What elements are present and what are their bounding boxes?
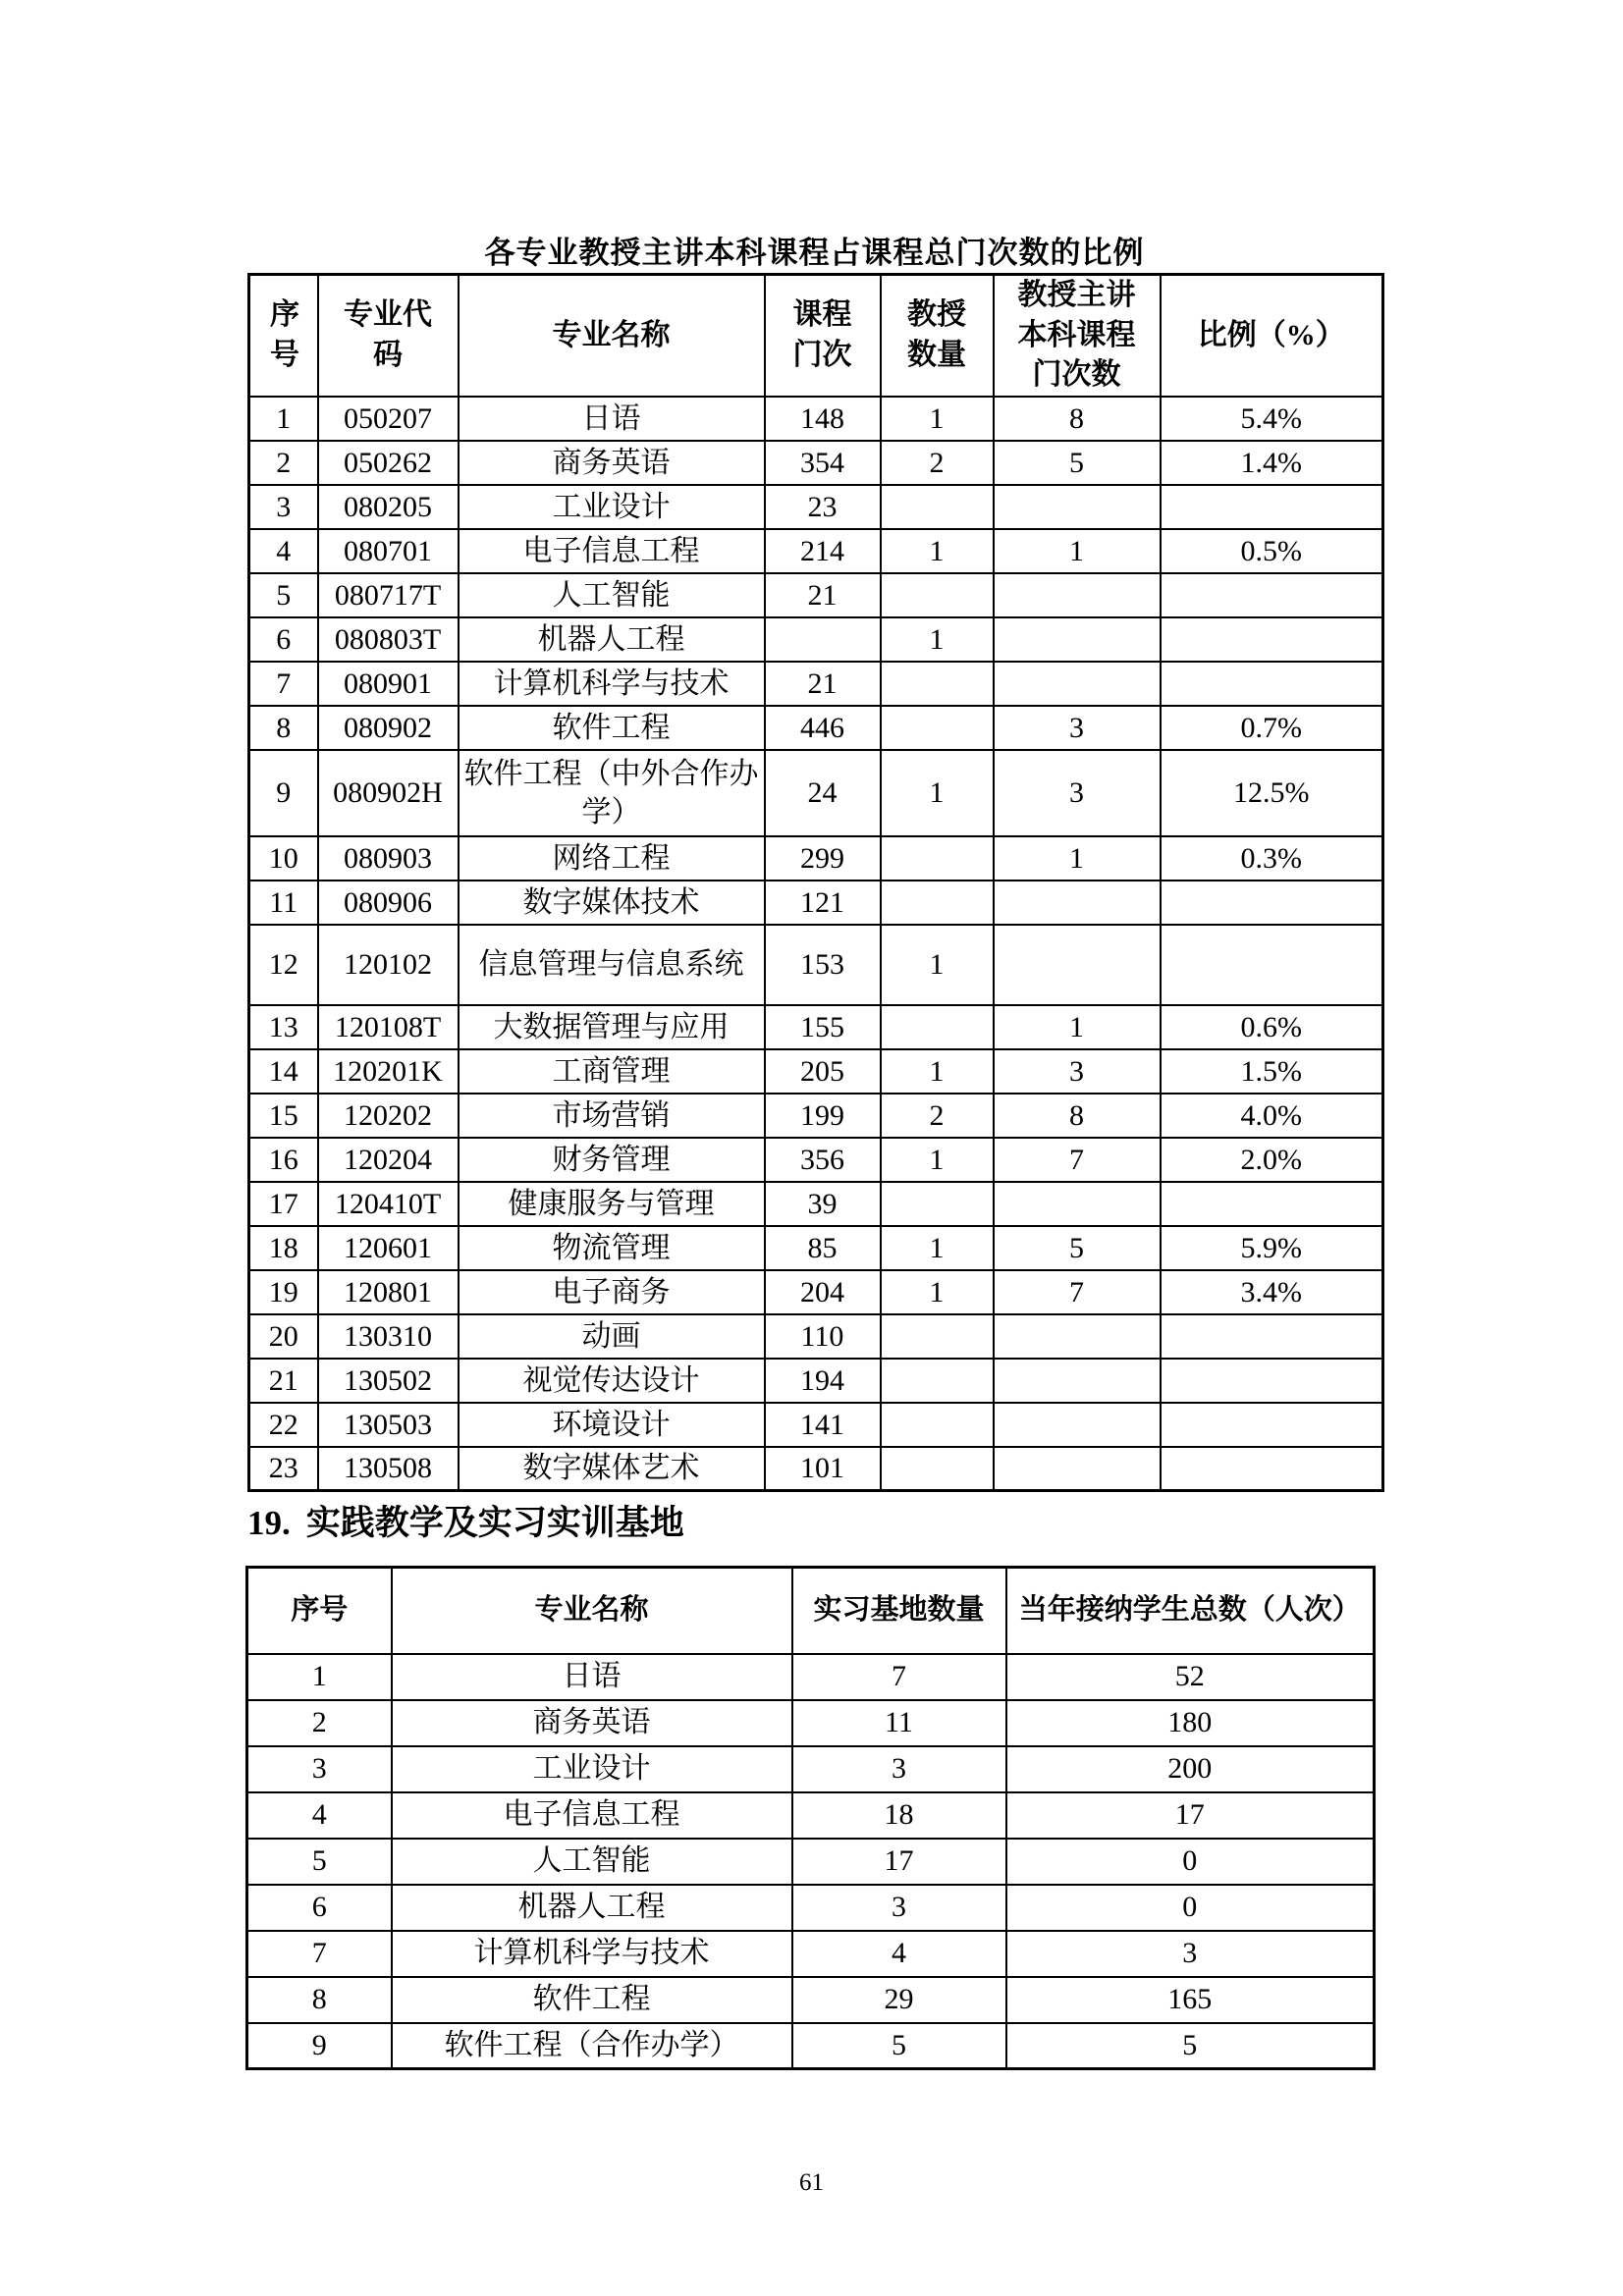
table-cell: 3.4%: [1161, 1270, 1383, 1314]
table-cell: [881, 485, 994, 529]
table-cell: 155: [765, 1005, 881, 1049]
header-cell: 实习基地数量: [792, 1568, 1006, 1654]
internship-base-table: [245, 1566, 1376, 2070]
table-cell: [994, 617, 1161, 662]
table-cell: 3: [247, 1746, 392, 1792]
table-cell: 2.0%: [1161, 1138, 1383, 1182]
table-cell: 3: [1006, 1931, 1375, 1977]
table-cell: 4: [249, 529, 318, 573]
table-cell: 3: [792, 1885, 1006, 1931]
table-row: [249, 881, 1383, 925]
table-row: [249, 1182, 1383, 1226]
table-cell: 电子信息工程: [392, 1792, 792, 1839]
table-cell: 1: [881, 1138, 994, 1182]
table-cell: [881, 1359, 994, 1403]
table-row: [247, 1746, 1375, 1792]
table-row: [249, 397, 1383, 441]
table-cell: 8: [994, 1094, 1161, 1138]
table-cell: 17: [249, 1182, 318, 1226]
table-cell: 日语: [459, 397, 765, 441]
table-cell: 6: [249, 617, 318, 662]
table-cell: 0.5%: [1161, 529, 1383, 573]
table-row: [247, 1931, 1375, 1977]
table-row: [247, 1700, 1375, 1746]
table-cell: 141: [765, 1403, 881, 1447]
table-cell: 5: [792, 2023, 1006, 2069]
table-cell: 130310: [318, 1314, 459, 1359]
table-cell: 1: [994, 529, 1161, 573]
table-cell: 21: [249, 1359, 318, 1403]
table-cell: 1.4%: [1161, 441, 1383, 485]
table-cell: 110: [765, 1314, 881, 1359]
table-cell: 39: [765, 1182, 881, 1226]
table-cell: 1: [881, 750, 994, 836]
table-cell: 080701: [318, 529, 459, 573]
table-cell: 0.7%: [1161, 706, 1383, 750]
table-cell: 15: [249, 1094, 318, 1138]
table-cell: [881, 662, 994, 706]
table-cell: [994, 662, 1161, 706]
table-row: [249, 1359, 1383, 1403]
table-cell: 4: [247, 1792, 392, 1839]
table-cell: 11: [792, 1700, 1006, 1746]
table-row: [249, 1270, 1383, 1314]
table-cell: 7: [249, 662, 318, 706]
table-cell: [881, 1314, 994, 1359]
header-cell: 序号: [247, 1568, 392, 1654]
table-cell: 5: [247, 1839, 392, 1885]
table-cell: 工业设计: [392, 1746, 792, 1792]
table-cell: 人工智能: [459, 573, 765, 617]
table-cell: 软件工程（中外合作办学）: [459, 750, 765, 836]
table-cell: 3: [994, 750, 1161, 836]
section-title: 实践教学及实习实训基地: [305, 1504, 684, 1542]
table-cell: 130502: [318, 1359, 459, 1403]
table-cell: 080717T: [318, 573, 459, 617]
table-cell: 视觉传达设计: [459, 1359, 765, 1403]
table-cell: [994, 1359, 1161, 1403]
table-cell: 5: [249, 573, 318, 617]
table-row: [249, 529, 1383, 573]
table-cell: 194: [765, 1359, 881, 1403]
table-cell: 10: [249, 836, 318, 881]
table-cell: 7: [994, 1138, 1161, 1182]
table-cell: [1161, 1403, 1383, 1447]
table-cell: 数字媒体技术: [459, 881, 765, 925]
table-cell: 21: [765, 662, 881, 706]
table-cell: 165: [1006, 1977, 1375, 2023]
table-cell: 1: [881, 529, 994, 573]
header-cell: 当年接纳学生总数（人次）: [1006, 1568, 1375, 1654]
table-cell: [881, 573, 994, 617]
table-cell: 8: [249, 706, 318, 750]
table-cell: 120801: [318, 1270, 459, 1314]
table-cell: 120201K: [318, 1049, 459, 1094]
header-cell: 序号: [249, 275, 318, 397]
table-row: [247, 1885, 1375, 1931]
table-cell: 1: [881, 397, 994, 441]
table-cell: 12.5%: [1161, 750, 1383, 836]
table-cell: 信息管理与信息系统: [459, 925, 765, 1005]
table-cell: 130508: [318, 1447, 459, 1491]
table-cell: [994, 925, 1161, 1005]
table-cell: 1: [881, 617, 994, 662]
table-row: [249, 485, 1383, 529]
table-cell: 0.3%: [1161, 836, 1383, 881]
table-cell: 7: [247, 1931, 392, 1977]
table-cell: 1: [881, 1270, 994, 1314]
table-cell: 13: [249, 1005, 318, 1049]
table-cell: 工业设计: [459, 485, 765, 529]
table-row: [249, 662, 1383, 706]
table-cell: 软件工程（合作办学）: [392, 2023, 792, 2069]
table-cell: 市场营销: [459, 1094, 765, 1138]
table-row: [249, 1226, 1383, 1270]
table-cell: 23: [765, 485, 881, 529]
table-cell: 6: [247, 1885, 392, 1931]
table-row: [247, 1792, 1375, 1839]
table-row: [249, 836, 1383, 881]
header-cell: 专业名称: [392, 1568, 792, 1654]
table-cell: 电子信息工程: [459, 529, 765, 573]
page-number: 61: [799, 2169, 824, 2196]
table-cell: 物流管理: [459, 1226, 765, 1270]
table-cell: 1: [881, 1049, 994, 1094]
table-row: [249, 1138, 1383, 1182]
table-cell: [1161, 485, 1383, 529]
table-cell: 080903: [318, 836, 459, 881]
table-cell: 8: [994, 397, 1161, 441]
table-cell: 050207: [318, 397, 459, 441]
header-cell: 专业名称: [459, 275, 765, 397]
table-cell: 1: [247, 1654, 392, 1700]
table-cell: 23: [249, 1447, 318, 1491]
section-heading: [247, 1502, 1381, 1545]
table-cell: 121: [765, 881, 881, 925]
table-cell: 8: [247, 1977, 392, 2023]
table-cell: 120204: [318, 1138, 459, 1182]
table-cell: 2: [247, 1700, 392, 1746]
table-cell: 5.4%: [1161, 397, 1383, 441]
table-cell: 080803T: [318, 617, 459, 662]
table-cell: [881, 1447, 994, 1491]
table-cell: 120108T: [318, 1005, 459, 1049]
table-cell: 12: [249, 925, 318, 1005]
table-cell: 120410T: [318, 1182, 459, 1226]
table-row: [249, 925, 1383, 1005]
table-cell: 21: [765, 573, 881, 617]
table-cell: 101: [765, 1447, 881, 1491]
table-cell: [1161, 1314, 1383, 1359]
table-cell: 17: [1006, 1792, 1375, 1839]
table-cell: [1161, 925, 1383, 1005]
section-number: 19.: [247, 1504, 291, 1542]
header-cell: 比例（%）: [1161, 275, 1383, 397]
table-cell: [881, 1005, 994, 1049]
table-cell: 080906: [318, 881, 459, 925]
table-cell: 5.9%: [1161, 1226, 1383, 1270]
table-cell: [881, 1182, 994, 1226]
table-cell: 52: [1006, 1654, 1375, 1700]
professor-course-ratio-table: [247, 273, 1384, 1492]
table-cell: [881, 836, 994, 881]
table-cell: 7: [792, 1654, 1006, 1700]
table-cell: 3: [994, 1049, 1161, 1094]
table-row: [247, 2023, 1375, 2069]
table-cell: 工商管理: [459, 1049, 765, 1094]
table-cell: [1161, 1182, 1383, 1226]
table-row: [249, 1005, 1383, 1049]
table-cell: 1: [994, 1005, 1161, 1049]
table-cell: 19: [249, 1270, 318, 1314]
table-cell: 17: [792, 1839, 1006, 1885]
table-row: [249, 441, 1383, 485]
table-cell: 1: [994, 836, 1161, 881]
table-cell: [765, 617, 881, 662]
table-cell: [881, 1403, 994, 1447]
table-cell: 人工智能: [392, 1839, 792, 1885]
table-cell: [1161, 1359, 1383, 1403]
table-cell: 1: [249, 397, 318, 441]
table-cell: [994, 1314, 1161, 1359]
table-cell: 4.0%: [1161, 1094, 1383, 1138]
table-cell: 环境设计: [459, 1403, 765, 1447]
table-cell: 2: [249, 441, 318, 485]
header-cell: 教授主讲本科课程门次数: [994, 275, 1161, 397]
table-cell: [994, 485, 1161, 529]
table-row: [249, 706, 1383, 750]
table-cell: 网络工程: [459, 836, 765, 881]
table-cell: 446: [765, 706, 881, 750]
table-cell: [1161, 573, 1383, 617]
table-header-row: [249, 275, 1383, 397]
header-cell: 教授数量: [881, 275, 994, 397]
table-cell: 4: [792, 1931, 1006, 1977]
table-cell: 0: [1006, 1839, 1375, 1885]
table-cell: [994, 573, 1161, 617]
table-cell: 健康服务与管理: [459, 1182, 765, 1226]
table-row: [249, 1049, 1383, 1094]
table-cell: 214: [765, 529, 881, 573]
table-cell: 11: [249, 881, 318, 925]
table-cell: 3: [792, 1746, 1006, 1792]
table-cell: 机器人工程: [392, 1885, 792, 1931]
table-cell: [994, 881, 1161, 925]
table-row: [249, 1094, 1383, 1138]
table-cell: 电子商务: [459, 1270, 765, 1314]
table-cell: [881, 706, 994, 750]
table-row: [249, 573, 1383, 617]
table-cell: 356: [765, 1138, 881, 1182]
table-row: [247, 1977, 1375, 2023]
table-cell: 3: [249, 485, 318, 529]
table-cell: 5: [994, 441, 1161, 485]
table-cell: 299: [765, 836, 881, 881]
table-cell: [881, 881, 994, 925]
table-cell: 16: [249, 1138, 318, 1182]
table-cell: [1161, 617, 1383, 662]
table-cell: 5: [1006, 2023, 1375, 2069]
table-cell: 1: [881, 925, 994, 1005]
table-cell: 080205: [318, 485, 459, 529]
table-cell: 080901: [318, 662, 459, 706]
table-row: [247, 1839, 1375, 1885]
table-cell: 199: [765, 1094, 881, 1138]
table-cell: 2: [881, 1094, 994, 1138]
table-cell: 18: [792, 1792, 1006, 1839]
table-cell: 29: [792, 1977, 1006, 2023]
table-cell: 354: [765, 441, 881, 485]
table-cell: 180: [1006, 1700, 1375, 1746]
table-cell: 120601: [318, 1226, 459, 1270]
table-cell: 120202: [318, 1094, 459, 1138]
table-cell: 14: [249, 1049, 318, 1094]
table-cell: [994, 1182, 1161, 1226]
table-row: [247, 1654, 1375, 1700]
table-cell: 080902: [318, 706, 459, 750]
header-cell: 专业代码: [318, 275, 459, 397]
table-cell: 7: [994, 1270, 1161, 1314]
table-cell: 22: [249, 1403, 318, 1447]
table-cell: 204: [765, 1270, 881, 1314]
table-cell: 计算机科学与技术: [392, 1931, 792, 1977]
table-cell: 200: [1006, 1746, 1375, 1792]
table-row: [249, 617, 1383, 662]
table-cell: 1: [881, 1226, 994, 1270]
table-cell: [994, 1447, 1161, 1491]
table-row: [249, 750, 1383, 836]
table-cell: 动画: [459, 1314, 765, 1359]
table-row: [249, 1403, 1383, 1447]
table-cell: 18: [249, 1226, 318, 1270]
table-cell: 财务管理: [459, 1138, 765, 1182]
table-cell: [1161, 881, 1383, 925]
table-header-row: [247, 1568, 1375, 1654]
table-cell: 205: [765, 1049, 881, 1094]
table1-title: 各专业教授主讲本科课程占课程总门次数的比例: [484, 236, 1145, 270]
table-cell: 050262: [318, 441, 459, 485]
table-cell: 148: [765, 397, 881, 441]
table-row: [249, 1447, 1383, 1491]
table-cell: 1.5%: [1161, 1049, 1383, 1094]
table-cell: 0: [1006, 1885, 1375, 1931]
table-cell: 5: [994, 1226, 1161, 1270]
table-cell: 计算机科学与技术: [459, 662, 765, 706]
table-cell: 大数据管理与应用: [459, 1005, 765, 1049]
table-cell: [1161, 662, 1383, 706]
table-cell: 0.6%: [1161, 1005, 1383, 1049]
table-cell: 153: [765, 925, 881, 1005]
table-cell: 20: [249, 1314, 318, 1359]
table-cell: 080902H: [318, 750, 459, 836]
table-row: [249, 1314, 1383, 1359]
table-cell: [1161, 1447, 1383, 1491]
table-cell: 日语: [392, 1654, 792, 1700]
table-cell: 9: [249, 750, 318, 836]
table-cell: 85: [765, 1226, 881, 1270]
table-cell: 3: [994, 706, 1161, 750]
table-cell: 数字媒体艺术: [459, 1447, 765, 1491]
header-cell: 课程门次: [765, 275, 881, 397]
table-cell: 商务英语: [459, 441, 765, 485]
table-cell: 24: [765, 750, 881, 836]
table-cell: 130503: [318, 1403, 459, 1447]
table-cell: 软件工程: [459, 706, 765, 750]
table-cell: 机器人工程: [459, 617, 765, 662]
table-cell: [994, 1403, 1161, 1447]
table-cell: 120102: [318, 925, 459, 1005]
table-cell: 2: [881, 441, 994, 485]
table-cell: 软件工程: [392, 1977, 792, 2023]
table-cell: 9: [247, 2023, 392, 2069]
table-cell: 商务英语: [392, 1700, 792, 1746]
